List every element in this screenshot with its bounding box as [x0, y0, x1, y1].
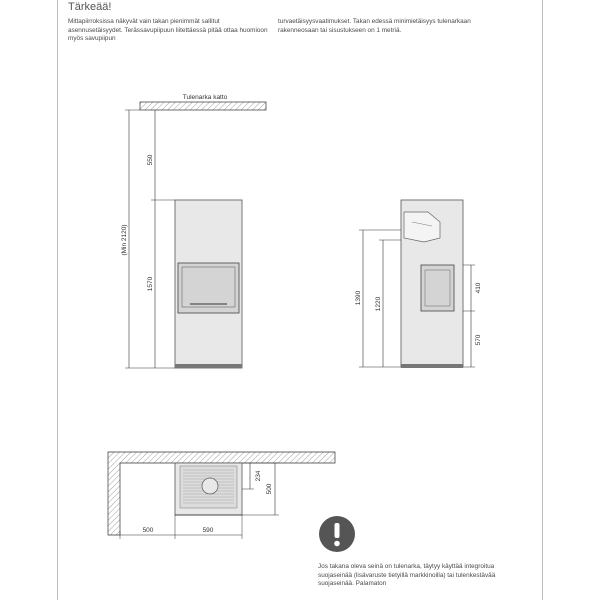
- front-dim-top-gap: 550: [147, 154, 154, 166]
- side-stove-base: [401, 364, 463, 368]
- warning-note: Jos takana oleva seinä on tulenarka, täytyy käyttää integroitua suojaseinää (lisävaruste tietyillä markkinoilla) tai tulenkestävää suojaseinää. Palamaton: [318, 563, 496, 588]
- side-dim-glass: 410: [475, 282, 482, 294]
- side-view-drawing: [355, 200, 482, 368]
- plan-flue-outlet: [202, 478, 218, 494]
- ceiling-hatch: [140, 102, 266, 110]
- front-dim-height: 1570: [147, 276, 154, 292]
- front-firebox-glass: [178, 263, 239, 313]
- intro-paragraph-left: Mittapiirroksissa näkyvät vain takan pienimmät sallitut asennusetäisyydet. Terässavupiipuun liitettäessä pitää ottaa huomioon myös savupiipun: [68, 18, 268, 43]
- plan-view-drawing: [108, 452, 335, 539]
- side-dim-total: 1390: [355, 290, 362, 306]
- warning-icon: [318, 515, 356, 553]
- side-dim-firebox-top: 1220: [375, 296, 382, 312]
- front-view-drawing: [121, 94, 266, 368]
- front-dim-total: (Min 2120): [121, 224, 128, 256]
- side-firebox-glass: [421, 265, 454, 311]
- plan-dim-depth: 500: [266, 483, 273, 495]
- plan-dim-wall: 500: [142, 527, 154, 534]
- plan-dim-depth-front: 234: [255, 470, 262, 482]
- plan-dim-width: 590: [202, 527, 214, 534]
- side-dim-base: 570: [475, 334, 482, 346]
- front-stove-base: [175, 364, 242, 368]
- intro-paragraph-right: turvaetäisyysvaatimukset. Takan edessä minimietäisyys tulenarkaan rakenneosaan tai sisustukseen on 1 metriä.: [278, 18, 471, 34]
- page-heading: Tärkeää!: [68, 1, 112, 13]
- ceiling-label: Tulenarka katto: [182, 94, 228, 101]
